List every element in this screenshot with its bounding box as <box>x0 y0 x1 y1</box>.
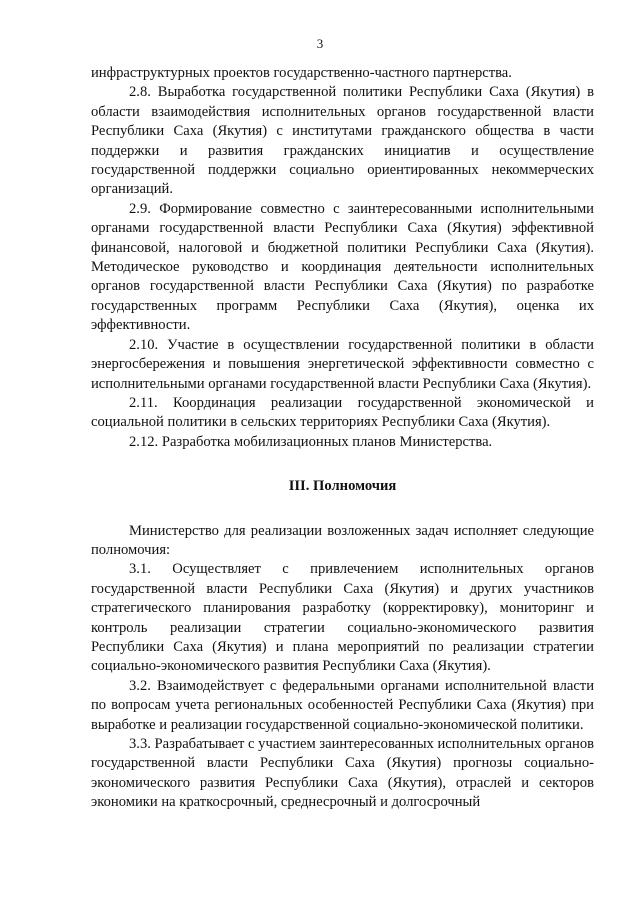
paragraph-3-1: 3.1. Осуществляет с привлечением исполнительных органов государственной власти Республики Саха (Якутия) и других участников стратегического планирования разработку (корректировку), мониторинг и контроль реализации стратегии социально-экономического развития Республики Саха (Якутия) и плана мероприятий по реализации стратегии социально-экономического развития Республики Саха (Якутия). <box>91 561 594 675</box>
page-number: 3 <box>316 36 324 51</box>
paragraph-2-9: 2.9. Формирование совместно с заинтересованными исполнительными органами государственной власти Республики Саха (Якутия) эффективной финансовой, налоговой и бюджетной политики Республики Саха (Якутия). Методическое руководство и координация деятельности исполнительных органов государственной власти Республики Саха (Якутия) по разработке государственных программ Республики Саха (Якутия), оценка их эффективности. <box>91 200 594 334</box>
paragraph-2-11: 2.11. Координация реализации государственной экономической и социальной политики в сельских территориях Республики Саха (Якутия). <box>91 394 594 431</box>
paragraph-2-8: 2.8. Выработка государственной политики Республики Саха (Якутия) в области взаимодействия исполнительных органов государственной власти Республики Саха (Якутия) с институтами гражданского общества в части поддержки и развития гражданских инициатив и осуществление государственной поддержки социально ориентированных некоммерческих организаций. <box>91 84 594 198</box>
paragraph-3-2: 3.2. Взаимодействует с федеральными органами исполнительной власти по вопросам учета региональных особенностей Республики Саха (Якутия) при выработке и реализации государственной социально-экономической политики. <box>91 677 594 733</box>
paragraph-intro: Министерство для реализации возложенных задач исполняет следующие полномочия: <box>91 522 594 558</box>
section-title: III. Полномочия <box>288 478 397 495</box>
paragraph-2-10: 2.10. Участие в осуществлении государственной политики в области энергосбережения и повышения энергетической эффективности совместно с исполнительными органами государственной власти Республики Саха (Якутия). <box>91 336 594 392</box>
paragraph-3-3: 3.3. Разрабатывает с участием заинтересованных исполнительных органов государственной власти Республики Саха (Якутия) прогнозы социально-экономического развития Республики Саха (Якутия), отраслей и секторов экономики на краткосрочный, среднесрочный и долгосрочный <box>91 736 595 811</box>
paragraph-continuation: инфраструктурных проектов государственно-частного партнерства. <box>91 65 512 81</box>
document-body <box>91 64 594 813</box>
paragraph-2-12: 2.12. Разработка мобилизационных планов Министерства. <box>129 433 493 450</box>
